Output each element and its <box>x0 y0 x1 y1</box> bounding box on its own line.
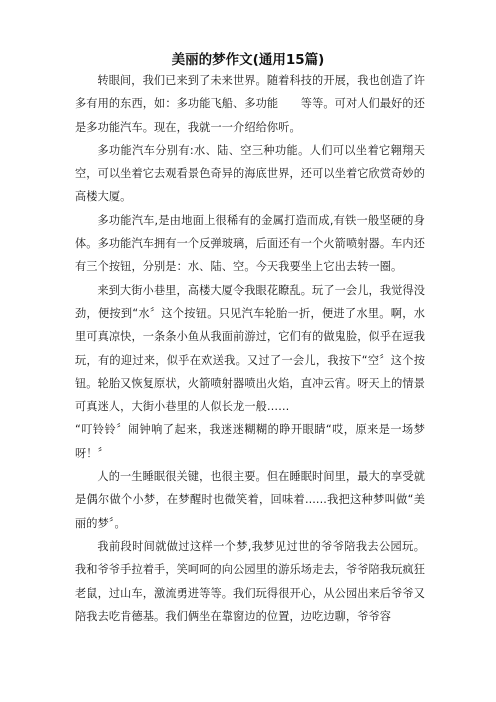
paragraph: 人的一生睡眠很关键，也很主要。但在睡眠时间里，最大的享受就是偶尔做个小梦，在梦醒时也微笑着，回味着......我把这种梦叫做“美丽的梦〞。 <box>75 470 425 530</box>
paragraph: 我前段时间就做过这样一个梦,我梦见过世的爷爷陪我去公园玩。我和爷爷手拉着手，笑呵呵的向公园里的游乐场走去，爷爷陪我玩疯狂老鼠，过山车，激流勇进等等。我们玩得很开心，从公园出来后爷爷又陪我去吃肯德基。我们俩坐在靠窗边的位置，边吃边聊，爷爷容 <box>75 539 425 623</box>
paragraph: 多功能汽车分别有:水、陆、空三种功能。人们可以坐着它翱翔天空，可以坐着它去观看景色奇异的海底世界，还可以坐着它欣赏奇妙的高楼大厦。 <box>75 143 425 204</box>
document-body <box>75 69 425 628</box>
paragraph: 转眼间，我们已来到了未来世界。随着科技的开展，我也创造了许多有用的东西，如：多功能飞船、多功能 等等。可对人们最好的还是多功能汽车。现在，我就一一介绍给你听。 <box>75 74 425 134</box>
document-title: 美丽的梦作文(通用15篇) <box>171 52 325 68</box>
paragraph: 多功能汽车,是由地面上很稀有的金属打造而成,有铁一般坚硬的身体。多功能汽车拥有一个反弹玻璃，后面还有一个火箭喷射器。车内还有三个按钮，分别是：水、陆、空。今天我要坐上它出去转一圈。 <box>75 213 425 274</box>
paragraph: 来到大街小巷里，高楼大厦令我眼花瞭乱。玩了一会儿，我觉得没劲，便按到“水〞这个按钮。只见汽车轮胎一折，便进了水里。啊，水里可真凉快，一条条小鱼从我面前游过，它们有的做鬼脸，似乎在逗我玩，有的迎过来，似乎在欢送我。又过了一会儿，我按下“空〞这个按钮。轮胎又恢复原状，火箭喷射器喷出火焰，直冲云宵。呀天上的情景可真迷人，大街小巷里的人似长龙一般…… <box>75 283 425 414</box>
paragraph: “叮铃铃〞闹钟响了起来，我迷迷糊糊的睁开眼睛“哎，原来是一场梦呀！〞 <box>75 423 425 460</box>
